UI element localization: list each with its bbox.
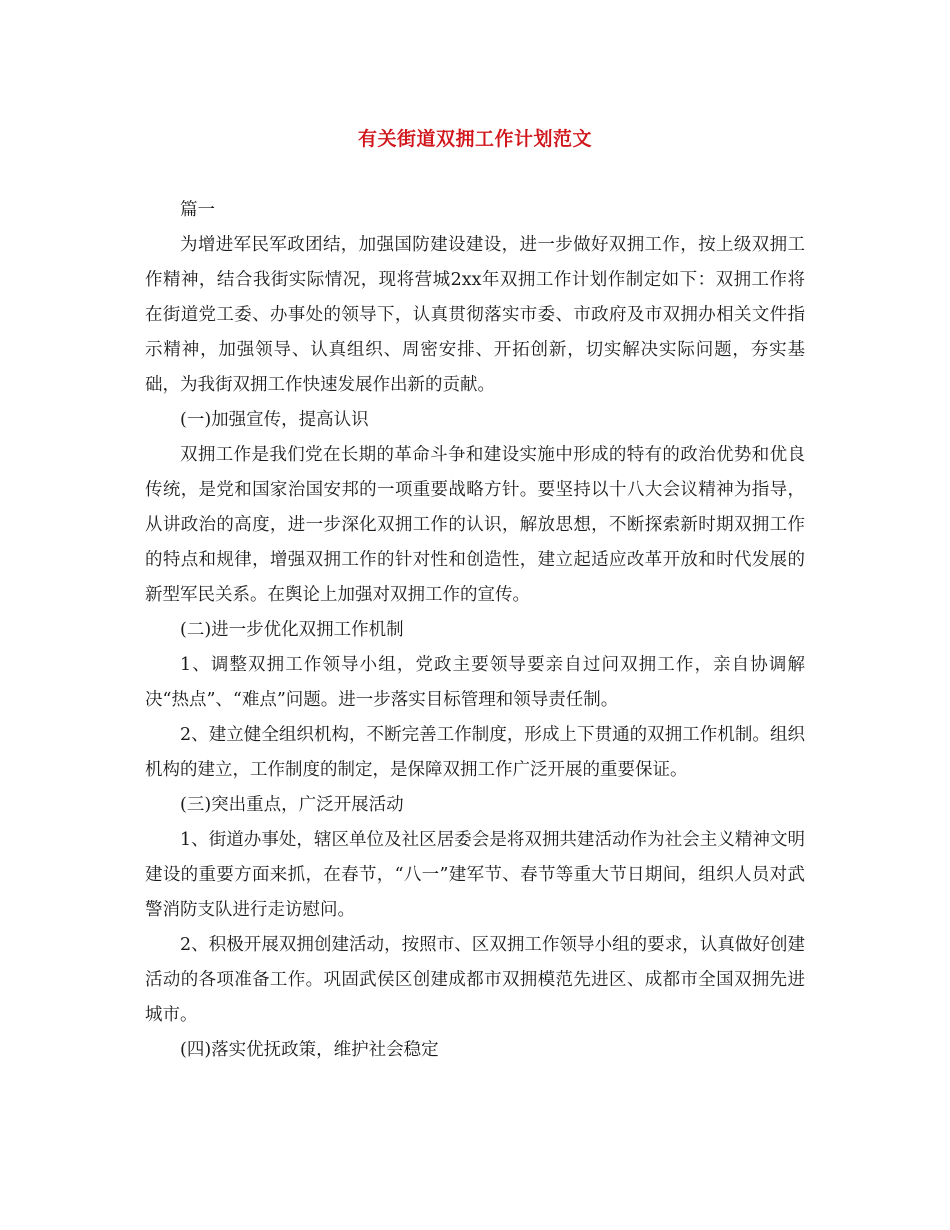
paragraph-section-1: 双拥工作是我们党在长期的革命斗争和建设实施中形成的特有的政治优势和优良传统，是党和国家治国安邦的一项重要战略方针。要坚持以十八大会议精神为指导，从讲政治的高度，进一步深化双拥工作的认识，解放思想，不断探索新时期双拥工作的特点和规律，增强双拥工作的针对性和创造性，建立起适应改革开放和时代发展的新型军民关系。在舆论上加强对双拥工作的宣传。 bbox=[145, 445, 805, 605]
heading-section-3: (三)突出重点，广泛开展活动 bbox=[180, 795, 404, 815]
document-title: 有关街道双拥工作计划范文 bbox=[357, 128, 592, 150]
paragraph-section-3-item-2: 2、积极开展双拥创建活动，按照市、区双拥工作领导小组的要求，认真做好创建活动的各项准备工作。巩固武侯区创建成都市双拥模范先进区、成都市全国双拥先进城市。 bbox=[145, 935, 805, 1025]
document-body bbox=[145, 193, 805, 1068]
heading-section-4: (四)落实优抚政策，维护社会稳定 bbox=[180, 1040, 439, 1060]
paragraph-section-3-item-1: 1、街道办事处，辖区单位及社区居委会是将双拥共建活动作为社会主义精神文明建设的重要方面来抓，在春节，“八一”建军节、春节等重大节日期间，组织人员对武警消防支队进行走访慰问。 bbox=[145, 830, 805, 920]
paragraph-section-label: 篇一 bbox=[180, 200, 215, 220]
paragraph-section-2-item-1: 1、调整双拥工作领导小组，党政主要领导要亲自过问双拥工作，亲自协调解决“热点”、“难点”问题。进一步落实目标管理和领导责任制。 bbox=[145, 655, 805, 710]
paragraph-section-2-item-2: 2、建立健全组织机构，不断完善工作制度，形成上下贯通的双拥工作机制。组织机构的建立，工作制度的制定，是保障双拥工作广泛开展的重要保证。 bbox=[145, 725, 805, 780]
heading-section-2: (二)进一步优化双拥工作机制 bbox=[180, 620, 404, 640]
paragraph-intro: 为增进军民军政团结，加强国防建设建设，进一步做好双拥工作，按上级双拥工作精神，结合我街实际情况，现将营城2xx年双拥工作计划作制定如下：双拥工作将在街道党工委、办事处的领导下，认真贯彻落实市委、市政府及市双拥办相关文件指示精神，加强领导、认真组织、周密安排、开拓创新，切实解决实际问题，夯实基础，为我街双拥工作快速发展作出新的贡献。 bbox=[145, 235, 805, 395]
heading-section-1: (一)加强宣传，提高认识 bbox=[180, 410, 369, 430]
